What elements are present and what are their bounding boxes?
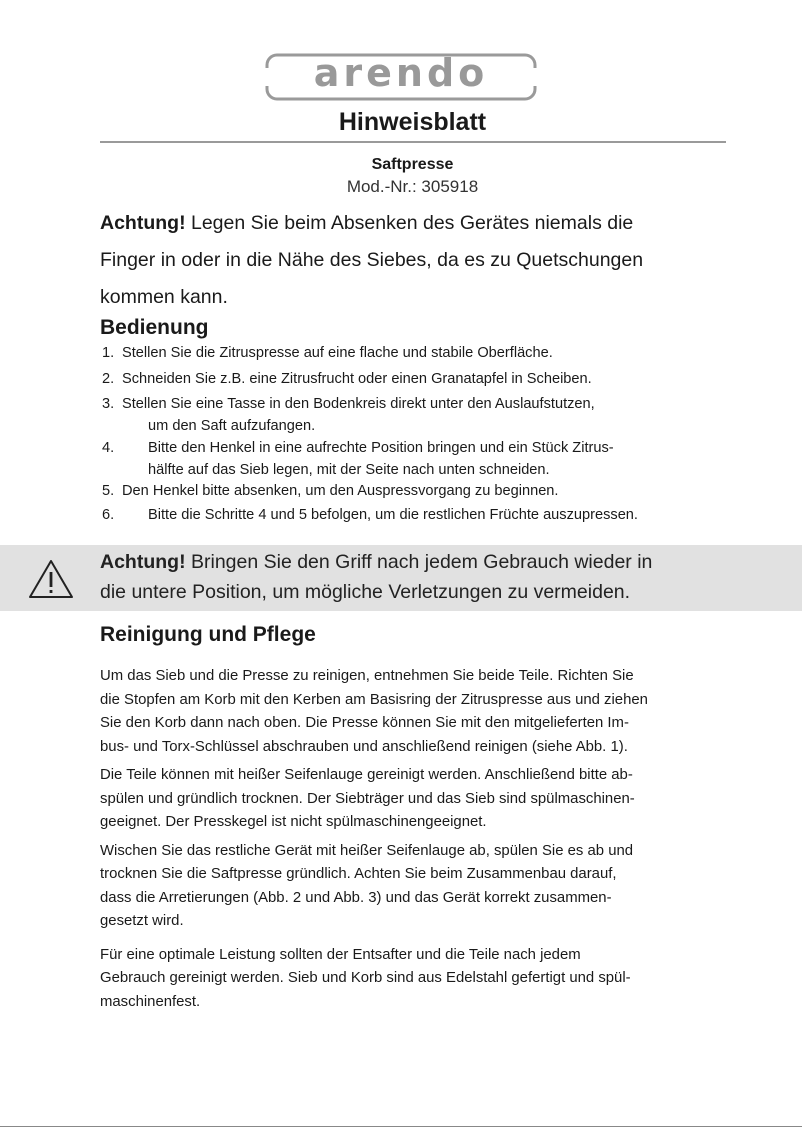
- heading-reinigung: Reinigung und Pflege: [100, 623, 316, 646]
- text-line: Die Teile können mit heißer Seifenlauge gereinigt werden. Anschließend bitte ab-: [100, 767, 633, 783]
- item-text: um den Saft aufzufangen.: [148, 418, 316, 434]
- paragraph: [100, 665, 648, 759]
- item-number: 4.: [102, 440, 115, 456]
- item-number: 2.: [102, 371, 115, 387]
- item-number: 6.: [102, 507, 115, 523]
- svg-text:arendo: arendo: [313, 52, 489, 95]
- item-text: Stellen Sie eine Tasse in den Bodenkreis direkt unter den Auslaufstutzen,: [122, 396, 595, 412]
- paragraph: [100, 840, 648, 934]
- item-text: hälfte auf das Sieb legen, mit der Seite nach unten schneiden.: [148, 462, 550, 478]
- product-name: Saftpresse: [371, 156, 454, 173]
- paragraph: [100, 764, 648, 835]
- warning-line: Bringen Sie den Griff nach jedem Gebrauch wieder in: [185, 551, 653, 573]
- item-text: Stellen Sie die Zitruspresse auf eine flache und stabile Oberfläche.: [122, 345, 553, 361]
- text-line: Für eine optimale Leistung sollten der Entsafter und die Teile nach jedem: [100, 946, 581, 963]
- text-line: Gebrauch gereinigt werden. Sieb und Korb sind aus Edelstahl gefertigt und spül-: [100, 970, 631, 986]
- item-text: Bitte den Henkel in eine aufrechte Position bringen und ein Stück Zitrus-: [148, 440, 614, 456]
- item-text: Bitte die Schritte 4 und 5 befolgen, um die restlichen Früchte auszupressen.: [148, 507, 638, 523]
- warning-handle: [100, 547, 652, 607]
- warning-line: die untere Position, um mögliche Verletzungen zu vermeiden.: [100, 581, 631, 603]
- paragraph: [100, 944, 648, 1015]
- text-line: Sie den Korb dann nach oben. Die Presse können Sie mit den mitgelieferten Im-: [100, 715, 629, 731]
- model-number: Mod.-Nr.: 305918: [346, 177, 479, 196]
- cleaning-section: [100, 665, 648, 1019]
- text-line: Wischen Sie das restliche Gerät mit heißer Seifenlauge ab, spülen Sie es ab und: [100, 842, 634, 859]
- page-bottom-rule: [0, 1126, 802, 1127]
- text-line: trocknen Sie die Saftpresse gründlich. Achten Sie beim Zusammenbau darauf,: [100, 866, 617, 882]
- item-text: Den Henkel bitte absenken, um den Auspressvorgang zu beginnen.: [122, 483, 559, 499]
- text-line: die Stopfen am Korb mit den Kerben am Basisring der Zitruspresse aus und ziehen: [100, 691, 648, 708]
- item-number: 1.: [102, 345, 115, 361]
- list-item: [102, 345, 553, 361]
- heading-bedienung: Bedienung: [100, 316, 209, 339]
- warning-finger: [100, 205, 643, 316]
- document-title: Hinweisblatt: [338, 108, 487, 136]
- text-line: maschinenfest.: [100, 993, 201, 1010]
- arendo-logo: [265, 52, 537, 102]
- warning-label: Achtung!: [100, 212, 186, 234]
- warning-line: Finger in oder in die Nähe des Siebes, da es zu Quetschungen: [100, 249, 644, 271]
- text-line: dass die Arretierungen (Abb. 2 und Abb. 3) und das Gerät korrekt zusammen-: [100, 889, 612, 906]
- list-item: [102, 393, 595, 437]
- item-text: Schneiden Sie z.B. eine Zitrusfrucht oder einen Granatapfel in Scheiben.: [122, 371, 592, 387]
- warning-line: kommen kann.: [100, 286, 228, 308]
- text-line: bus- und Torx-Schlüssel abschrauben und anschließend reinigen (siehe Abb. 1).: [100, 738, 628, 755]
- list-item: [102, 371, 592, 387]
- warning-triangle-icon: [27, 558, 75, 600]
- list-item: [102, 483, 558, 499]
- item-number: 3.: [102, 396, 115, 412]
- text-line: gesetzt wird.: [100, 913, 184, 929]
- text-line: spülen und gründlich trocknen. Der Siebträger und das Sieb sind spülmaschinen-: [100, 790, 635, 807]
- text-line: Um das Sieb und die Presse zu reinigen, entnehmen Sie beide Teile. Richten Sie: [100, 668, 634, 684]
- title-divider: [100, 141, 726, 143]
- list-item: [102, 437, 614, 481]
- list-item: [102, 507, 638, 523]
- warning-label: Achtung!: [100, 551, 186, 573]
- item-number: 5.: [102, 483, 115, 499]
- text-line: geeignet. Der Presskegel ist nicht spülmaschinengeeignet.: [100, 814, 487, 830]
- warning-line: Legen Sie beim Absenken des Gerätes niemals die: [185, 212, 634, 234]
